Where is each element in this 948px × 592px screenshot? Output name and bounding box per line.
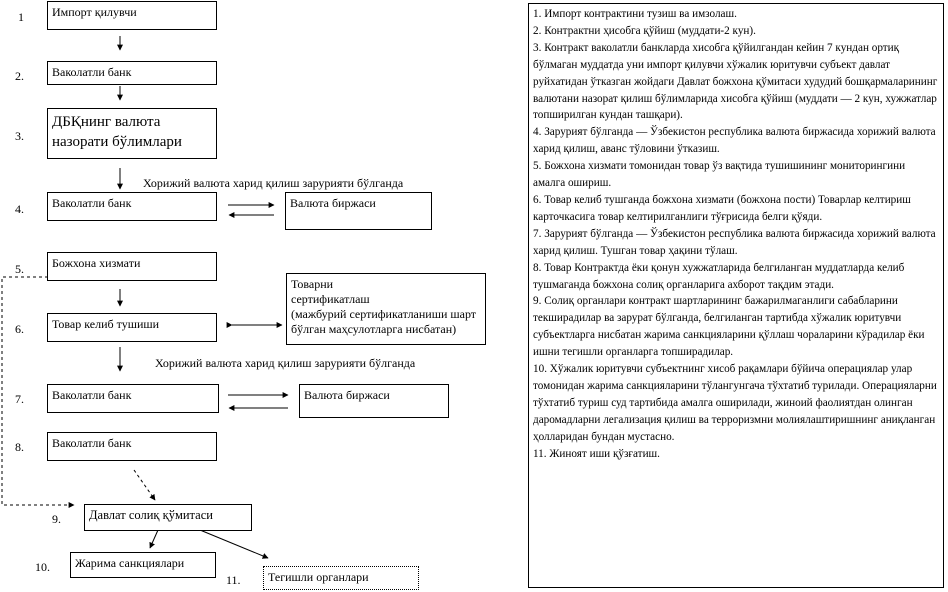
dbk-currency-control-box — [47, 108, 217, 159]
goods-arrival-label: Товар келиб тушиши — [52, 317, 160, 331]
step-number-6: 6. — [15, 322, 24, 336]
note-5: 5. Божхона хизмати томонидан товар ўз вақтида тушишининг мониторингини амалга ошириш. — [533, 160, 906, 190]
note-6: 6. Товар келиб тушганда божхона хизмати (божхона пости) Товарлар келтириш карточкасига товар келтирилганлиги тўғрисида белги қўяди. — [533, 193, 911, 223]
relevant-authorities-label: Тегишли органлари — [268, 570, 369, 584]
step-number-11: 11. — [226, 573, 241, 587]
authorized-bank-box-7 — [47, 384, 219, 413]
note-1: 1. Импорт контрактини тузиш ва имзолаш. — [533, 8, 737, 20]
currency-exchange-box-4 — [285, 192, 432, 230]
relevant-authorities-box — [263, 566, 419, 590]
currency-exchange-box-7 — [299, 384, 449, 418]
authorized-bank-box-4 — [47, 192, 217, 221]
certification-box — [286, 273, 486, 345]
step-number-4: 4. — [15, 202, 24, 216]
note-3: 3. Контракт ваколатли банкларда хисобга қўйилгандан кейин 7 кундан ортиқ бўлмаган муддатда уни импорт қилувчи хўжалик юритувчи субъект давлат руйхатидан ўтказган жойдаги Давлат божхона қўмитаси худудий бошқармаларининг валютани назорат қилиш бўлимларида хисобга қўйиш (муддати — 2 кун, хужжатлар топширилган кундан ташқари). — [533, 41, 938, 122]
goods-arrival-box — [47, 313, 217, 342]
state-tax-committee-box — [84, 504, 252, 531]
step-number-5: 5. — [15, 262, 24, 276]
authorized-bank-box-2 — [47, 61, 217, 85]
dbk-line-1: ДБҚнинг валюта — [52, 114, 161, 130]
certification-line-3: (мажбурий сертификатланиши шарт — [291, 307, 477, 321]
certification-line-4: бўлган маҳсулотларга нисбатан) — [291, 322, 457, 336]
step-number-7: 7. — [15, 392, 24, 406]
importer-box — [47, 1, 217, 30]
currency-exchange-label-7: Валюта биржаси — [304, 388, 390, 402]
fx-need-label-1: Хорижий валюта харид қилиш зарурияти бўлганда — [143, 176, 404, 190]
note-9: 9. Солиқ органлари контракт шартларининг бажарилмаганлиги сабабларини текширадилар ва зарурат бўлганда, белгиланган тартибда хўжалик юритувчи субъектларга нисбатан жарима санкцияларини қўллаш чораларини кўрадилар ёки ишни тегишли органларга топширадилар. — [533, 295, 925, 359]
notes-panel — [528, 3, 944, 588]
authorized-bank-box-8 — [47, 432, 217, 461]
arrow-tax-to-penalties — [150, 530, 158, 548]
note-2: 2. Контрактни ҳисобга қўйиш (муддати-2 кун). — [533, 24, 756, 37]
note-7: 7. Зарурият бўлганда — Ўзбекистон республика валюта биржасида хорижий валюта харид қилиш. Тушган товар ҳақини тўлаш. — [533, 227, 936, 257]
fx-need-label-2: Хорижий валюта харид қилиш зарурияти бўлганда — [155, 356, 416, 370]
customs-service-label: Божхона хизмати — [52, 256, 141, 270]
step-number-8: 8. — [15, 440, 24, 454]
dashed-bank8-to-tax — [134, 470, 155, 500]
certification-line-2: сертификатлаш — [291, 292, 370, 306]
note-8: 8. Товар Контрактда ёки қонун хужжатларида белгиланган муддатларда келиб тушмаганда божхона солиқ органларига ахборот тақдим этади. — [533, 261, 905, 291]
certification-line-1: Товарни — [291, 277, 334, 291]
authorized-bank-label-8: Ваколатли банк — [52, 436, 132, 450]
note-11: 11. Жиноят иши қўзғатиш. — [533, 447, 660, 460]
penalties-box — [70, 552, 216, 578]
step-number-10: 10. — [35, 560, 50, 574]
customs-service-box — [47, 252, 217, 281]
authorized-bank-label-2: Ваколатли банк — [52, 65, 132, 79]
authorized-bank-label-4: Ваколатли банк — [52, 196, 132, 210]
dbk-line-2: назорати бўлимлари — [52, 134, 182, 150]
step-number-2: 2. — [15, 69, 24, 83]
currency-exchange-label-4: Валюта биржаси — [290, 196, 376, 210]
authorized-bank-label-7: Ваколатли банк — [52, 388, 132, 402]
importer-label: Импорт қилувчи — [52, 5, 137, 19]
note-10: 10. Хўжалик юритувчи субъектнинг хисоб рақамлари бўйича операциялар улар томонидан жарима санкцияларини тўлангунгача тўхтатиб турилади. Операцияларни тўхтатиб туриш суд тартибида амалга оширилади, жиноий фаолиятдан олинган даромадларни легализация қилиш ва терроризмни молиялаштиришнинг аниқланган ҳолларидан бундан мустасно. — [533, 363, 937, 443]
note-4: 4. Зарурият бўлганда — Ўзбекистон республика валюта биржасида хорижий валюта харид қилиш, аванс тўловини ўтказиш. — [533, 126, 936, 156]
penalties-label: Жарима санкциялари — [75, 556, 185, 570]
step-number-1: 1 — [18, 10, 24, 24]
state-tax-committee-label: Давлат солиқ қўмитаси — [89, 508, 213, 522]
step-number-9: 9. — [52, 512, 61, 526]
step-number-3: 3. — [15, 129, 24, 143]
